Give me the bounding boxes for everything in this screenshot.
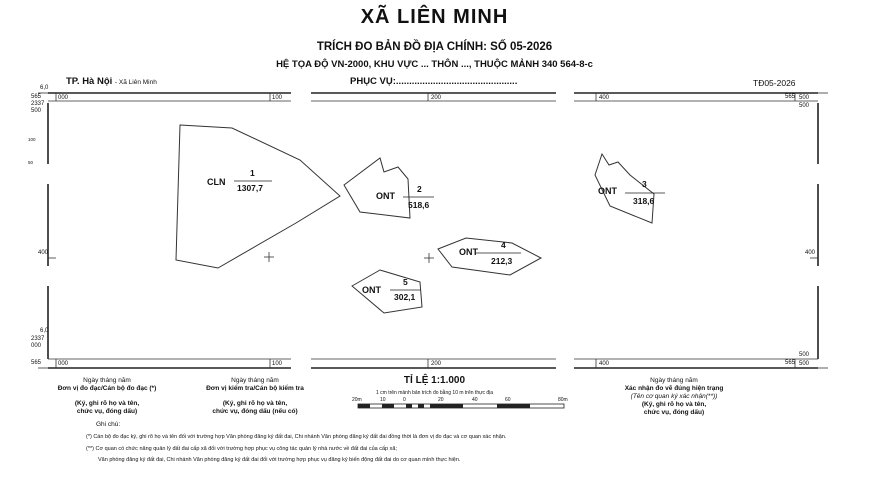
signature-middle-role: Đơn vị kiểm tra/Cán bộ kiểm tra — [206, 385, 304, 392]
parcel-4-area: 212,3 — [491, 256, 513, 266]
corner-bl-2: 000 — [31, 343, 42, 349]
scale-tick-5: 60 — [505, 397, 511, 403]
notes-heading: Ghi chú: — [96, 421, 121, 428]
grid-label-bottom-0: 000 — [58, 361, 69, 367]
parcel-1-shape — [176, 125, 340, 268]
corner-tl-1: 565 — [31, 94, 42, 100]
excerpt-title: TRÍCH ĐO BẢN ĐỒ ĐỊA CHÍNH: SỐ 05-2026 — [316, 41, 553, 53]
parcel-4-number: 4 — [501, 240, 506, 250]
grid-label-top-3: 400 — [599, 95, 610, 101]
left-tick-100: 100 — [28, 137, 36, 142]
grid-label-top-0: 000 — [58, 95, 69, 101]
coordinate-system: HỆ TỌA ĐỘ VN-2000, KHU VỰC ... THÔN ..., THUỘC MẢNH 340 564-8-c — [276, 59, 593, 70]
signature-left-role: Đơn vị đo đạc/Cán bộ đo đạc (*) — [57, 385, 157, 392]
grid-label-bottom-1: 100 — [272, 361, 283, 367]
document-code: TĐ05-2026 — [753, 78, 796, 88]
corner-bl-3: 565 — [31, 360, 42, 366]
parcel-1-number: 1 — [250, 168, 255, 178]
place-sub: - Xã Liên Minh — [114, 79, 157, 86]
signature-middle-sign2: chức vụ, đóng dấu (nếu có) — [212, 408, 298, 415]
parcel-3-area: 318,6 — [633, 196, 655, 206]
scale-tick-0: 20m — [352, 397, 362, 403]
grid-label-top-2: 200 — [431, 95, 442, 101]
corner-bl-1: 2337 — [31, 336, 45, 342]
signature-left-date: Ngày tháng năm — [83, 377, 131, 384]
parcel-shapes — [176, 125, 654, 313]
grid-label-bottom-4: 500 — [799, 361, 810, 367]
parcel-2-area: 518,6 — [408, 200, 430, 210]
scale-tick-3: 20 — [438, 397, 444, 403]
grid-lines — [38, 93, 828, 368]
signature-right-date: Ngày tháng năm — [650, 377, 698, 384]
parcel-3-number: 3 — [642, 179, 647, 189]
signature-middle-sign: (Ký, ghi rõ họ và tên, — [222, 400, 288, 407]
signature-right-sign: (Ký, ghi rõ họ và tên, — [641, 401, 707, 408]
parcel-2-number: 2 — [417, 184, 422, 194]
signature-right — [604, 377, 744, 417]
scale-tick-4: 40 — [472, 397, 478, 403]
grid-label-top-1: 100 — [272, 95, 283, 101]
map-frame — [48, 93, 818, 368]
grid-label-top-4: 500 — [799, 95, 810, 101]
purpose-label: PHỤC VỤ:.............................................. — [350, 76, 518, 87]
signature-right-sign2: chức vụ, đóng dấu) — [643, 409, 705, 416]
signature-middle — [190, 377, 320, 416]
signature-left-sign2: chức vụ, đóng dấu) — [76, 408, 138, 415]
parcel-2-shape — [344, 158, 410, 218]
scale-label: TỈ LỆ 1:1.000 — [403, 375, 466, 386]
place-name: TP. Hà Nội — [66, 76, 113, 87]
corner-tr-1: 500 — [799, 103, 810, 109]
signature-right-role: Xác nhận đo vẽ đúng hiện trạng — [624, 385, 724, 392]
grid-label-right-400: 400 — [805, 250, 816, 256]
corner-tl-2: 2337 — [31, 101, 45, 107]
corner-bl-0: 6,0 — [40, 328, 49, 334]
corner-tl-3: 500 — [31, 108, 42, 114]
left-tick-50: 50 — [28, 160, 34, 165]
commune-title: XÃ LIÊN MINH — [360, 6, 509, 28]
corner-tr-0: 565 — [785, 94, 796, 100]
note-1: (*) Cán bộ đo đạc ký, ghi rõ họ và tên đối với trường hợp Văn phòng đăng ký đất đai, Chi nhánh Văn phòng đăng ký đất đai đồng thời là đơn vị đo đạc và cơ quan xác nhận. — [86, 434, 507, 440]
parcel-4-shape — [438, 238, 541, 275]
note-3: Văn phòng đăng ký đất đai, Chi nhánh Văn phòng đăng ký đất đai đối với trường hợp phục vụ đăng ký biến động đất đai do cơ quan mình thực hiện. — [98, 457, 461, 463]
corner-br-1: 500 — [799, 352, 810, 358]
scale-tick-2: 0 — [403, 397, 406, 403]
scale-bar-graphic — [358, 404, 564, 408]
grid-label-bottom-3: 400 — [599, 361, 610, 367]
scale-note: 1 cm trên mảnh bản trích đo bằng 10 m trên thực địa — [375, 390, 494, 396]
parcel-4-type: ONT — [459, 247, 478, 257]
corner-br-0: 565 — [785, 360, 796, 366]
grid-crosses — [264, 252, 434, 263]
scale-tick-1: 10 — [380, 397, 386, 403]
grid-label-left-400: 400 — [38, 250, 49, 256]
grid-label-bottom-2: 200 — [431, 361, 442, 367]
parcel-5-area: 302,1 — [394, 292, 416, 302]
corner-tl-0: 6,0 — [40, 85, 49, 91]
parcel-2-type: ONT — [376, 191, 395, 201]
signature-middle-date: Ngày tháng năm — [231, 377, 279, 384]
parcel-5-type: ONT — [362, 285, 381, 295]
parcel-1-type: CLN — [207, 177, 226, 187]
signature-left — [42, 377, 172, 416]
parcel-3-type: ONT — [598, 186, 617, 196]
parcel-5-number: 5 — [403, 277, 408, 287]
parcel-1-area: 1307,7 — [237, 183, 263, 193]
note-2: (**) Cơ quan có chức năng quản lý đất đai cấp xã đối với trường hợp phục vụ công tác quản lý nhà nước về đất đai của cấp xã; — [86, 446, 397, 452]
signature-left-sign: (Ký, ghi rõ họ và tên, — [74, 400, 140, 407]
scale-tick-6: 80m — [558, 397, 568, 403]
signature-right-role-sub: (Tên cơ quan ký xác nhận(**)) — [630, 393, 718, 400]
